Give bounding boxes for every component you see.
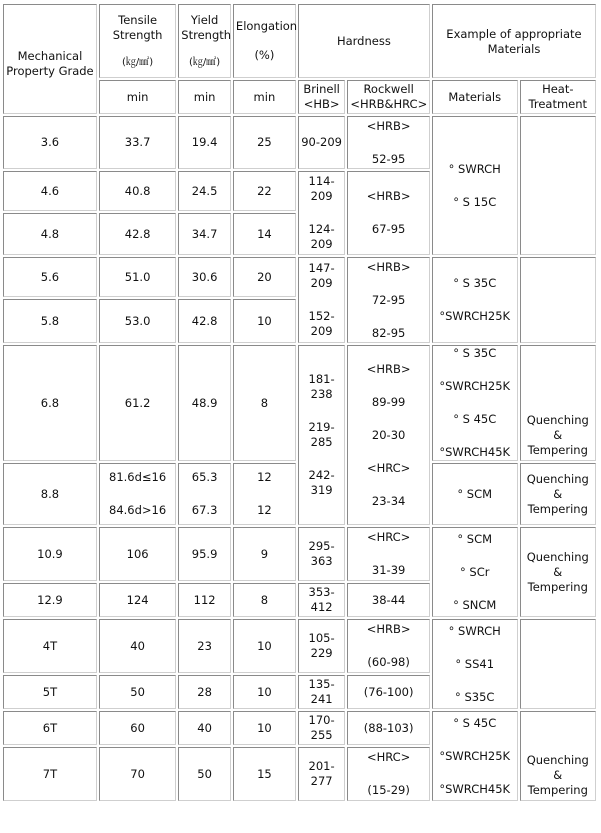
materials-cell: ° S 45C °SWRCH25K °SWRCH45K xyxy=(432,711,518,801)
materials-cell: ° S 35C °SWRCH25K ° S 45C °SWRCH45K xyxy=(432,345,518,461)
grade-cell: 5T xyxy=(3,675,97,709)
tensile-cell: 124 xyxy=(99,583,176,617)
brinell-cell: 295- 363 xyxy=(298,527,345,581)
elong-cell: 10 xyxy=(233,299,296,343)
rockwell-cell: <HRB> (60-98) xyxy=(347,619,430,673)
heat-cell: Quenching & Tempering xyxy=(520,527,596,617)
rockwell-cell: <HRB> 89-99 20-30 <HRC> 23-34 xyxy=(347,345,430,525)
brinell-cell: 201- 277 xyxy=(298,747,345,801)
yield-cell: 23 xyxy=(178,619,231,673)
elong-cell: 8 xyxy=(233,345,296,461)
elong-cell: 10 xyxy=(233,675,296,709)
brinell-cell: 170- 255 xyxy=(298,711,345,745)
tensile-cell: 60 xyxy=(99,711,176,745)
materials-header: Materials xyxy=(432,80,518,114)
rockwell-cell: <HRC> 31-39 xyxy=(347,527,430,581)
tensile-min: min xyxy=(99,80,176,114)
table-row xyxy=(3,711,596,745)
heat-cell: Quenching & Tempering xyxy=(520,345,596,461)
tensile-cell: 42.8 xyxy=(99,213,176,255)
materials-cell: ° SCM xyxy=(432,463,518,525)
brinell-cell: 90-209 xyxy=(298,116,345,169)
rockwell-header: Rockwell <HRB&HRC> xyxy=(347,80,430,114)
elong-cell: 14 xyxy=(233,213,296,255)
heat-cell xyxy=(520,619,596,709)
tensile-cell: 40.8 xyxy=(99,171,176,211)
brinell-cell: 135- 241 xyxy=(298,675,345,709)
tensile-cell: 61.2 xyxy=(99,345,176,461)
elong-cell: 10 xyxy=(233,711,296,745)
table-row xyxy=(3,257,596,297)
yield-header: Yield Strength (㎏/㎟) xyxy=(178,4,231,78)
rockwell-cell: <HRC> (15-29) xyxy=(347,747,430,801)
materials-cell: ° SCM ° SCr ° SNCM xyxy=(432,527,518,617)
yield-cell: 42.8 xyxy=(178,299,231,343)
tensile-header: Tensile Strength (㎏/㎟) xyxy=(99,4,176,78)
yield-cell: 24.5 xyxy=(178,171,231,211)
yield-cell: 95.9 xyxy=(178,527,231,581)
rockwell-cell: (76-100) xyxy=(347,675,430,709)
grade-cell: 5.8 xyxy=(3,299,97,343)
heat-cell xyxy=(520,116,596,255)
elong-cell: 22 xyxy=(233,171,296,211)
yield-cell: 48.9 xyxy=(178,345,231,461)
heat-cell xyxy=(520,257,596,343)
yield-cell: 19.4 xyxy=(178,116,231,169)
tensile-cell: 81.6d≤16 84.6d>16 xyxy=(99,463,176,525)
yield-cell: 50 xyxy=(178,747,231,801)
elong-min: min xyxy=(233,80,296,114)
yield-cell: 40 xyxy=(178,711,231,745)
rockwell-cell: 38-44 xyxy=(347,583,430,617)
rockwell-cell: <HRB> 52-95 xyxy=(347,116,430,169)
tensile-cell: 70 xyxy=(99,747,176,801)
yield-min: min xyxy=(178,80,231,114)
table-row xyxy=(3,116,596,169)
grade-cell: 4.8 xyxy=(3,213,97,255)
tensile-cell: 106 xyxy=(99,527,176,581)
grade-cell: 8.8 xyxy=(3,463,97,525)
yield-cell: 30.6 xyxy=(178,257,231,297)
tensile-cell: 51.0 xyxy=(99,257,176,297)
yield-cell: 112 xyxy=(178,583,231,617)
brinell-cell: 114- 209 124- 209 xyxy=(298,171,345,255)
elong-cell: 9 xyxy=(233,527,296,581)
brinell-cell: 353- 412 xyxy=(298,583,345,617)
yield-cell: 65.3 67.3 xyxy=(178,463,231,525)
heat-cell: Quenching & Tempering xyxy=(520,711,596,801)
grade-cell: 10.9 xyxy=(3,527,97,581)
elongation-header: Elongation (%) xyxy=(233,4,296,78)
materials-cell: ° SWRCH ° SS41 ° S35C xyxy=(432,619,518,709)
grade-cell: 7T xyxy=(3,747,97,801)
example-header: Example of appropriate Materials xyxy=(432,4,596,78)
grade-header: Mechanical Property Grade xyxy=(3,4,97,114)
tensile-cell: 33.7 xyxy=(99,116,176,169)
grade-cell: 6.8 xyxy=(3,345,97,461)
materials-cell: ° SWRCH ° S 15C xyxy=(432,116,518,255)
grade-cell: 6T xyxy=(3,711,97,745)
brinell-header: Brinell <HB> xyxy=(298,80,345,114)
rockwell-cell: <HRB> 72-95 82-95 xyxy=(347,257,430,343)
materials-cell: ° S 35C °SWRCH25K xyxy=(432,257,518,343)
elong-cell: 20 xyxy=(233,257,296,297)
rockwell-cell: (88-103) xyxy=(347,711,430,745)
heat-header: Heat-Treatment xyxy=(520,80,596,114)
elong-cell: 12 12 xyxy=(233,463,296,525)
yield-cell: 34.7 xyxy=(178,213,231,255)
grade-cell: 3.6 xyxy=(3,116,97,169)
table-row xyxy=(3,527,596,581)
elong-cell: 10 xyxy=(233,619,296,673)
grade-cell: 5.6 xyxy=(3,257,97,297)
hardness-header: Hardness xyxy=(298,4,430,78)
brinell-cell: 105- 229 xyxy=(298,619,345,673)
tensile-cell: 50 xyxy=(99,675,176,709)
elong-cell: 15 xyxy=(233,747,296,801)
table-row xyxy=(3,619,596,673)
heat-cell: Quenching & Tempering xyxy=(520,463,596,525)
grade-cell: 4T xyxy=(3,619,97,673)
grade-cell: 4.6 xyxy=(3,171,97,211)
tensile-cell: 40 xyxy=(99,619,176,673)
rockwell-cell: <HRB> 67-95 xyxy=(347,171,430,255)
brinell-cell: 181- 238 219- 285 242- 319 xyxy=(298,345,345,525)
elong-cell: 8 xyxy=(233,583,296,617)
table-row xyxy=(3,345,596,461)
grade-cell: 12.9 xyxy=(3,583,97,617)
tensile-cell: 53.0 xyxy=(99,299,176,343)
brinell-cell: 147- 209 152- 209 xyxy=(298,257,345,343)
elong-cell: 25 xyxy=(233,116,296,169)
yield-cell: 28 xyxy=(178,675,231,709)
mechanical-properties-table xyxy=(1,2,598,803)
